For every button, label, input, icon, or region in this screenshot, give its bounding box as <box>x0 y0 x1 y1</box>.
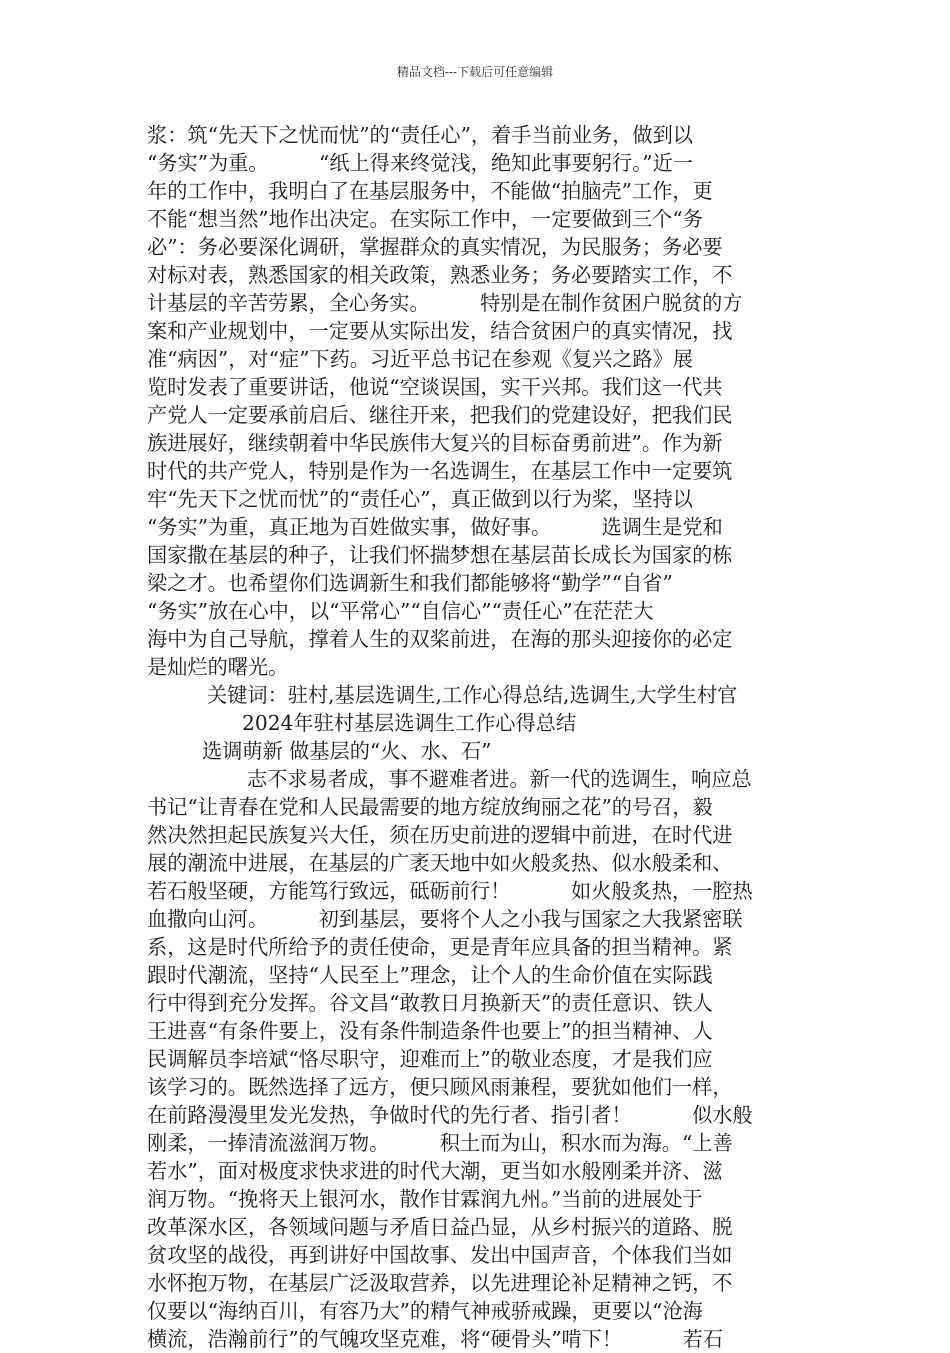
text-line: 书记“让青春在党和人民最需要的地方绽放绚丽之花”的号召，毅 <box>147 795 713 819</box>
text-line: 王进喜“有条件要上，没有条件制造条件也要上”的担当精神、人 <box>147 1019 713 1043</box>
text-line: 然决然担起民族复兴大任，须在历史前进的逻辑中前进，在时代进 <box>147 823 733 847</box>
text-line: 水怀抱万物，在基层广泛汲取营养，以先进理论补足精神之钙，不 <box>147 1271 733 1295</box>
text-line: 计基层的辛苦劳累，全心务实。 特别是在制作贫困户脱贫的方 <box>147 291 743 315</box>
keywords-line: 关键词：驻村,基层选调生,工作心得总结,选调生,大学生村官 <box>207 683 738 707</box>
text-line: 在前路漫漫里发光发热，争做时代的先行者、指引者！ 似水般 <box>147 1103 753 1127</box>
text-line: 横流，浩瀚前行”的气魄攻坚克难，将“硬骨头”啃下！ 若石 <box>147 1327 724 1351</box>
text-line: 改革深水区，各领域问题与矛盾日益凸显，从乡村振兴的道路、脱 <box>147 1215 733 1239</box>
text-line: “务实”为重，真正地为百姓做实事，做好事。 选调生是党和 <box>147 515 723 539</box>
text-line: 是灿烂的曙光。 <box>147 655 289 679</box>
document-body <box>147 121 803 1353</box>
text-line: 梁之才。也希望你们选调新生和我们都能够将“勤学”“自省” <box>147 571 673 595</box>
text-line: 刚柔，一捧清流滋润万物。 积土而为山，积水而为海。“上善 <box>147 1131 733 1155</box>
text-line: 行中得到充分发挥。谷文昌“敢教日月换新天”的责任意识、铁人 <box>147 991 713 1015</box>
text-line: 对标对表，熟悉国家的相关政策，熟悉业务；务必要踏实工作，不 <box>147 263 733 287</box>
text-line: 润万物。“挽将天上银河水，散作甘霖润九州。”当前的进展处于 <box>147 1187 703 1211</box>
text-line: 牢“先天下之忧而忧”的“责任心”，真正做到以行为桨，坚持以 <box>147 487 693 511</box>
text-line: 若水”，面对极度求快求进的时代大潮，更当如水般刚柔并济、滋 <box>147 1159 723 1183</box>
article-subtitle: 选调萌新 做基层的“火、水、石” <box>202 739 492 763</box>
text-line: 产党人一定要承前启后、继往开来，把我们的党建设好，把我们民 <box>147 403 733 427</box>
paragraph-2 <box>147 793 803 1353</box>
text-line: 年的工作中，我明白了在基层服务中，不能做“拍脑壳”工作，更 <box>147 179 713 203</box>
text-line: 仅要以“海纳百川，有容乃大”的精气神戒骄戒躁，更要以“沧海 <box>147 1299 703 1323</box>
text-line: 跟时代潮流，坚持“人民至上”理念，让个人的生命价值在实际践 <box>147 963 713 987</box>
text-line: 血撒向山河。 初到基层，要将个人之小我与国家之大我紧密联 <box>147 907 743 931</box>
page-header: 精品文档---下载后可任意编辑 <box>396 65 554 79</box>
text-line: 族进展好，继续朝着中华民族伟大复兴的目标奋勇前进”。作为新 <box>147 431 723 455</box>
text-line: 时代的共产党人，特别是作为一名选调生，在基层工作中一定要筑 <box>147 459 733 483</box>
text-line: 案和产业规划中，一定要从实际出发，结合贫困户的真实情况，找 <box>147 319 733 343</box>
text-line: 贫攻坚的战役，再到讲好中国故事、发出中国声音，个体我们当如 <box>147 1243 733 1267</box>
article-title: 2024年驻村基层选调生工作心得总结 <box>242 711 577 735</box>
text-line: 准“病因”，对“症”下药。习近平总书记在参观《复兴之路》展 <box>147 347 693 371</box>
text-line: “务实”放在心中，以“平常心”“自信心”“责任心”在茫茫大 <box>147 599 654 623</box>
text-line: 系，这是时代所给予的责任使命，更是青年应具备的担当精神。紧 <box>147 935 733 959</box>
text-line: 展的潮流中进展，在基层的广袤天地中如火般炙热、似水般柔和、 <box>147 851 733 875</box>
text-line: 民调解员李培斌“恪尽职守，迎难而上”的敬业态度，才是我们应 <box>147 1047 713 1071</box>
text-line: “务实”为重。 “纸上得来终觉浅，绝知此事要躬行。”近一 <box>147 151 693 175</box>
text-line: 国家撒在基层的种子，让我们怀揣梦想在基层苗长成长为国家的栋 <box>147 543 733 567</box>
paragraph-1 <box>147 121 803 681</box>
paragraph-first-line: 志不求易者成，事不避难者进。新一代的选调生，响应总 <box>247 767 752 791</box>
text-line: 览时发表了重要讲话，他说“空谈误国，实干兴邦。我们这一代共 <box>147 375 723 399</box>
text-line: 浆：筑“先天下之忧而忧”的“责任心”，着手当前业务，做到以 <box>147 123 693 147</box>
text-line: 海中为自己导航，撑着人生的双桨前进，在海的那头迎接你的必定 <box>147 627 733 651</box>
text-line: 若石般坚硬，方能笃行致远，砥砺前行！ 如火般炙热，一腔热 <box>147 879 753 903</box>
text-line: 不能“想当然”地作出决定。在实际工作中，一定要做到三个“务 <box>147 207 703 231</box>
text-line: 该学习的。既然选择了远方，便只顾风雨兼程，要犹如他们一样， <box>147 1075 733 1099</box>
text-line: 必”：务必要深化调研，掌握群众的真实情况，为民服务；务必要 <box>147 235 723 259</box>
